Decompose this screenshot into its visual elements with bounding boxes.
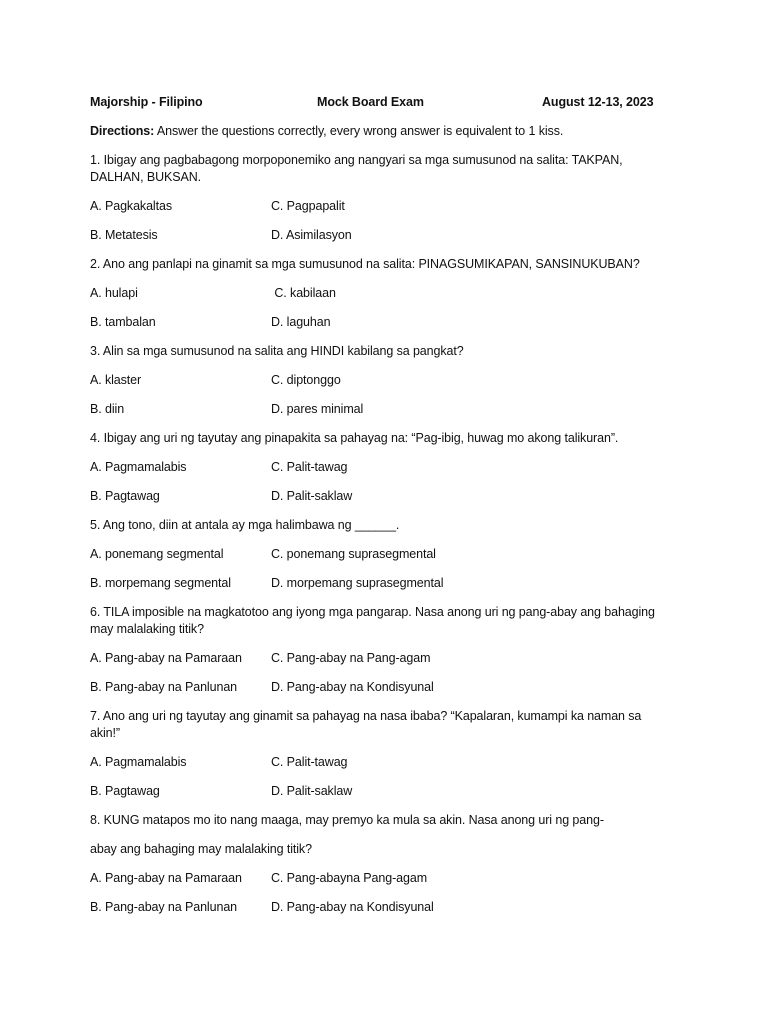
choices-row: [90, 198, 690, 215]
choice-d: D. pares minimal: [271, 402, 364, 416]
exam-date: August 12-13, 2023: [542, 95, 654, 109]
choices-row: [90, 575, 690, 592]
question-text-continued: abay ang bahaging may malalaking titik?: [90, 842, 312, 856]
choice-c: C. Palit-tawag: [271, 460, 348, 474]
choices-row: [90, 679, 690, 696]
choice-b: B. Metatesis: [90, 228, 158, 242]
question-text: 6. TILA imposible na magkatotoo ang iyong mga pangarap. Nasa anong uri ng pang-abay ang bahaging may malalaking titik?: [90, 605, 655, 636]
question-text: 2. Ano ang panlapi na ginamit sa mga sumusunod na salita: PINAGSUMIKAPAN, SANSINUKUBAN?: [90, 257, 640, 271]
choices-row: [90, 459, 690, 476]
question-text: 5. Ang tono, diin at antala ay mga halimbawa ng ______.: [90, 518, 400, 532]
question-5: [90, 517, 690, 592]
choice-a: A. ponemang segmental: [90, 547, 224, 561]
choice-c: C. Palit-tawag: [271, 755, 348, 769]
choices-row: [90, 314, 690, 331]
exam-header: [90, 94, 690, 111]
choices-row: [90, 783, 690, 800]
choice-c: C. Pagpapalit: [271, 199, 345, 213]
question-text: 4. Ibigay ang uri ng tayutay ang pinapakita sa pahayag na: “Pag-ibig, huwag mo akong talikuran”.: [90, 431, 619, 445]
question-text: 1. Ibigay ang pagbabagong morpoponemiko ang nangyari sa mga sumusunod na salita: TAKPAN, DALHAN, BUKSAN.: [90, 153, 623, 184]
choice-d: D. Palit-saklaw: [271, 489, 353, 503]
directions: [90, 123, 690, 140]
choice-a: A. klaster: [90, 373, 142, 387]
question-7: [90, 708, 690, 800]
choices-row: [90, 899, 690, 916]
choice-a: A. Pang-abay na Pamaraan: [90, 651, 242, 665]
choice-b: B. tambalan: [90, 315, 156, 329]
question-text: 7. Ano ang uri ng tayutay ang ginamit sa pahayag na nasa ibaba? “Kapalaran, kumampi ka naman sa akin!”: [90, 709, 642, 740]
choices-row: [90, 546, 690, 563]
choices-row: [90, 754, 690, 771]
choice-c: C. ponemang suprasegmental: [271, 547, 436, 561]
choice-d: D. Asimilasyon: [271, 228, 352, 242]
directions-label: Directions:: [90, 124, 155, 138]
choice-b: B. diin: [90, 402, 125, 416]
choice-d: D. Pang-abay na Kondisyunal: [271, 900, 434, 914]
choice-a: A. Pagmamalabis: [90, 755, 187, 769]
choice-a: A. Pang-abay na Pamaraan: [90, 871, 242, 885]
directions-text: Answer the questions correctly, every wrong answer is equivalent to 1 kiss.: [154, 124, 564, 138]
question-6: [90, 604, 690, 696]
choice-b: B. morpemang segmental: [90, 576, 231, 590]
choice-a: A. hulapi: [90, 286, 138, 300]
question-4: [90, 430, 690, 505]
question-3: [90, 343, 690, 418]
choice-c: C. diptonggo: [271, 373, 341, 387]
choice-b: B. Pang-abay na Panlunan: [90, 900, 238, 914]
subject-label: Majorship - Filipino: [90, 95, 203, 109]
choices-row: [90, 401, 690, 418]
exam-page: [90, 94, 690, 928]
exam-title: Mock Board Exam: [317, 95, 424, 109]
choice-d: D. morpemang suprasegmental: [271, 576, 444, 590]
choice-b: B. Pagtawag: [90, 489, 160, 503]
choices-row: [90, 227, 690, 244]
choices-row: [90, 870, 690, 887]
choice-c: C. Pang-abayna Pang-agam: [271, 871, 428, 885]
choice-d: D. Pang-abay na Kondisyunal: [271, 680, 434, 694]
question-text: 3. Alin sa mga sumusunod na salita ang HINDI kabilang sa pangkat?: [90, 344, 464, 358]
choice-b: B. Pagtawag: [90, 784, 160, 798]
question-1: [90, 152, 690, 244]
choice-d: D. laguhan: [271, 315, 331, 329]
choice-a: A. Pagmamalabis: [90, 460, 187, 474]
choice-d: D. Palit-saklaw: [271, 784, 353, 798]
choices-row: [90, 488, 690, 505]
choice-a: A. Pagkakaltas: [90, 199, 172, 213]
question-8: [90, 812, 690, 916]
question-2: [90, 256, 690, 331]
choices-row: [90, 650, 690, 667]
question-text: 8. KUNG matapos mo ito nang maaga, may premyo ka mula sa akin. Nasa anong uri ng pang-: [90, 813, 604, 827]
choice-b: B. Pang-abay na Panlunan: [90, 680, 238, 694]
choices-row: [90, 372, 690, 389]
choices-row: [90, 285, 690, 302]
choice-c: C. Pang-abay na Pang-agam: [271, 651, 431, 665]
choice-c: C. kabilaan: [271, 286, 336, 300]
